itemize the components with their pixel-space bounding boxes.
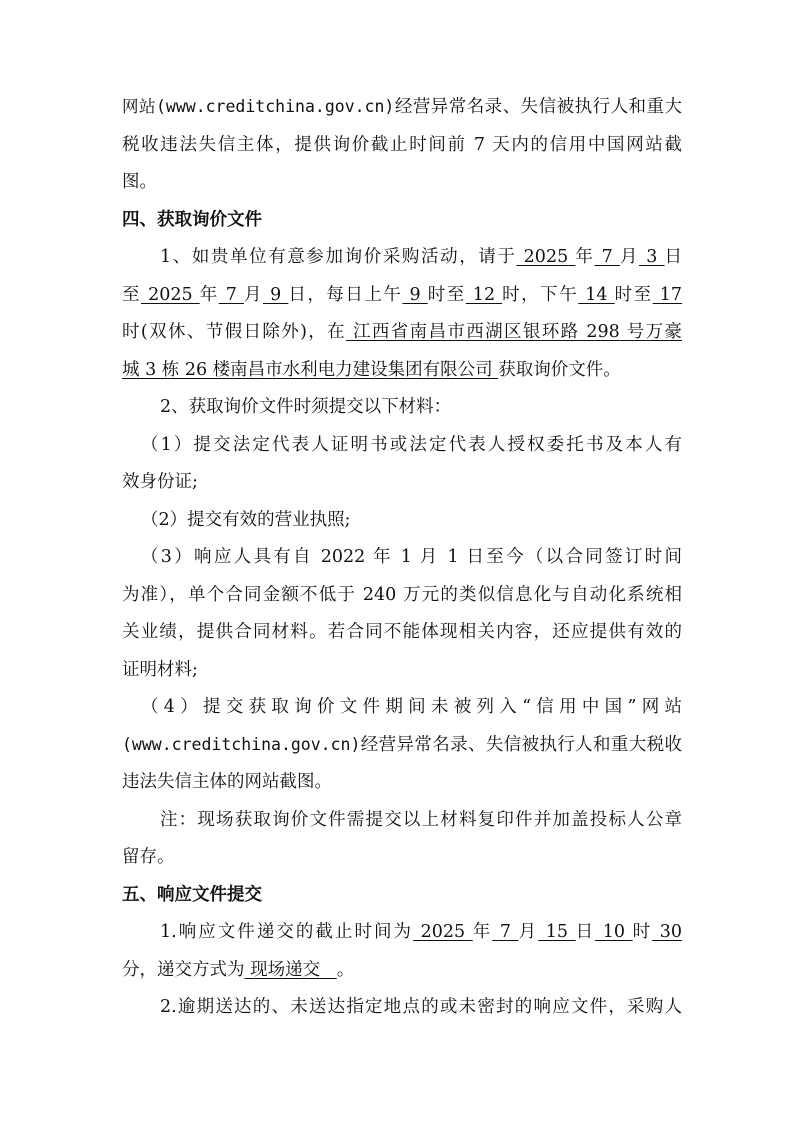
paragraph-line: 网站(www.creditchina.gov.cn)经营异常名录、失信被执行人和重大	[122, 97, 682, 117]
section-heading-4: 四、获取询价文件	[122, 210, 262, 230]
submission-method: 现场递交	[244, 960, 337, 980]
paragraph-line: 税收违法失信主体，提供询价截止时间前 7 天内的信用中国网站截	[122, 135, 682, 155]
paragraph-line: 图。	[122, 172, 157, 192]
website-url: (www.creditchina.gov.cn)	[122, 735, 361, 754]
paragraph-line: 分，递交方式为 现场递交 。	[122, 960, 355, 980]
paragraph-line: 效身份证;	[122, 472, 198, 492]
paragraph-line: 城 3 栋 26 楼南昌市水利电力建设集团有限公司 获取询价文件。	[122, 360, 621, 380]
paragraph-line: 时(双休、节假日除外)，在 江西省南昌市西湖区银环路 298 号万豪	[122, 322, 682, 342]
paragraph-line: 1、如贵单位有意参加询价采购活动，请于 2025 年 7 月 3 日	[160, 247, 683, 267]
paragraph-line: 为准），单个合同金额不低于 240 万元的类似信息化与自动化系统相	[122, 585, 682, 605]
list-item: （2）提交有效的营业执照;	[141, 510, 351, 530]
list-item: （1）提交法定代表人证明书或法定代表人授权委托书及本人有	[141, 435, 682, 455]
section-heading-5: 五、响应文件提交	[122, 885, 262, 905]
address-text: 江西省南昌市西湖区银环路 298 号万豪	[346, 322, 682, 342]
list-item: （4）提交获取询价文件期间未被列入“信用中国”网站	[141, 697, 682, 717]
paragraph-line: 至 2025 年 7 月 9 日，每日上午 9 时至 12 时，下午 14 时至 17	[122, 285, 683, 305]
list-item: （3）响应人具有自 2022 年 1 月 1 日至今（以合同签订时间	[141, 547, 682, 567]
paragraph-line: 2.逾期送达的、未送达指定地点的或未密封的响应文件，采购人	[160, 997, 682, 1017]
paragraph-line: (www.creditchina.gov.cn)经营异常名录、失信被执行人和重大税收	[122, 735, 682, 755]
paragraph-line: 关业绩，提供合同材料。若合同不能体现相关内容，还应提供有效的	[122, 622, 682, 642]
paragraph-line: 留存。	[122, 847, 175, 867]
paragraph-line: 2、获取询价文件时须提交以下材料：	[160, 397, 452, 417]
paragraph-line: 1.响应文件递交的截止时间为 2025 年 7 月 15 日 10 时 30	[160, 922, 682, 942]
paragraph-line: 证明材料;	[122, 660, 198, 680]
paragraph-line: 违法失信主体的网站截图。	[122, 772, 332, 792]
note-text: 注：现场获取询价文件需提交以上材料复印件并加盖投标人公章	[160, 810, 682, 830]
website-url: 网站(www.creditchina.gov.cn)	[122, 97, 395, 116]
address-text: 城 3 栋 26 楼南昌市水利电力建设集团有限公司	[122, 360, 499, 380]
